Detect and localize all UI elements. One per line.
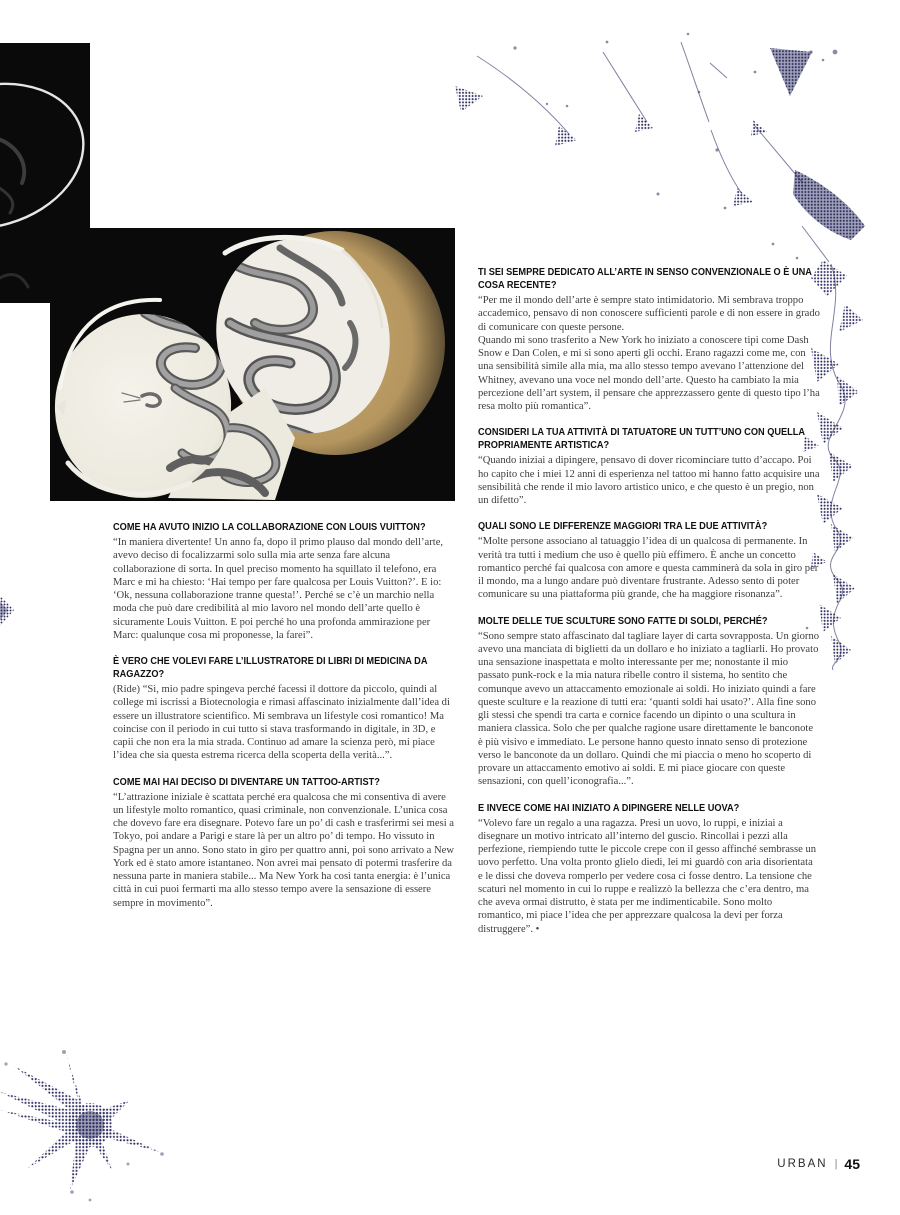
page-footer	[777, 1156, 860, 1172]
question-heading: CONSIDERI LA TUA ATTIVITÀ DI TATUATORE UN TUTT’UNO CON QUELLA PROPRIAMENTE ARTISTICA?	[478, 426, 805, 452]
answer-text: “In maniera divertente! Un anno fa, dopo il primo plauso dal mondo dell’arte, avevo deciso di focalizzarmi solo sulla mia arte senza fare alcuna collaborazione di sorta. In quel preciso momento ha squillato il telefono, era Marc e mi ha chiesto: ‘Hai tempo per fare qualcosa per Louis Vuitton?’. E io: ‘Ok, nessuna collaborazione tranne questa!’. Perché se c’è un marchio nella moda che può dare credibilità al mio lavoro nel mondo dell’arte quello è sicuramente Louis Vuitton. E poi perché ho una profonda ammirazione per Marc: qualunque cosa mi proponesse, la farei”.	[113, 537, 444, 641]
broken-eggshell-photo	[50, 228, 455, 501]
question-heading: TI SEI SEMPRE DEDICATO ALL’ARTE IN SENSO CONVENZIONALE O È UNA COSA RECENTE?	[478, 266, 812, 291]
qa-block	[478, 520, 820, 601]
qa-block	[478, 615, 820, 789]
question-heading: MOLTE DELLE TUE SCULTURE SONO FATTE DI SOLDI, PERCHÉ?	[478, 614, 768, 627]
answer-text: “Volevo fare un regalo a una ragazza. Presi un uovo, lo ruppi, e iniziai a disegnare un motivo intricato all’interno del guscio. Rincollai i pezzi alla perfezione, riempiendo tutte le piccole crepe con il gesso affinché sembrasse un uovo perfetto. Una volta pronto glielo diedi, lei mi guardò con aria disorientata e le dissi che doveva romperlo per vedere cosa ci fosse dentro. La tensione che scaturì nel momento in cui lo ruppe e realizzò la bellezza che c’era dentro, ma che aveva ormai distrutto, è stata per me indimenticabile. Sono molto romantico, mi piace l’idea che per apprezzare qualcosa la devi per forza distruggere”. •	[478, 817, 817, 935]
answer-text: “Molte persone associano al tatuaggio l’idea di un qualcosa di permanente. In verità tra tutti i medium che uso è quello più effimero. È anche un concetto romantico perché fai qualcosa con amore e questa camminerà da sola in giro per il mondo, ma a lungo andare può diventare frustrante. Adesso sento di poter comunicare su una piattaforma più grande, che ha maggiore risonanza”.	[478, 536, 819, 601]
page-number: 45	[844, 1156, 860, 1172]
answer-text: Quando mi sono trasferito a New York ho iniziato a conoscere tipi come Dash Snow e Dan Colen, e mi si sono aperti gli occhi. Erano ragazzi come me, con una sensibilità simile alla mia, ma allo stesso tempo avevano l’attenzione del Whitney, avevano una voce nel mondo dell’arte. Questo ha cambiato la mia percezione dell’art system, il pensare che apprezzassero gente di questo tipo l’ha resa molto più romantica”.	[478, 334, 820, 412]
question-heading: E INVECE COME HAI INIZIATO A DIPINGERE NELLE UOVA?	[478, 801, 740, 814]
answer-text: “Quando iniziai a dipingere, pensavo di dover ricominciare tutto d’accapo. Poi ho capito che i miei 12 anni di esperienza nel tattoo mi hanno fatto acquisire una sensibilità che rende il mio lavoro artistico unico, e che questo è un pregio, non un difetto”.	[478, 455, 820, 506]
halftone-dot-splatter	[0, 1040, 190, 1205]
magazine-name: URBAN	[777, 1158, 828, 1170]
answer-text: (Ride) “Sì, mio padre spingeva perché facessi il dottore da piccolo, quindi al college mi iscrissi a Biotecnologia e rimasi affascinato inizialmente dall’idea di essere un illustratore scientifico. Mi sembrava un lifestyle così romantico! Ma coincise con il periodo in cui tutto si stava trasformando in digitale, in 3D, e capii che non era la mia strada. Continuo ad amare la scienza però, mi piace l’idea che sia questa estrema ricerca della scoperta della verità...”.	[113, 684, 450, 762]
qa-block	[113, 776, 455, 910]
qa-block	[478, 266, 820, 413]
question-heading: È VERO CHE VOLEVI FARE L’ILLUSTRATORE DI LIBRI DI MEDICINA DA RAGAZZO?	[113, 655, 428, 680]
interview-right-column	[478, 266, 820, 949]
answer-text: “Sono sempre stato affascinato dal tagliare layer di carta sovrapposta. Un giorno avevo una manciata di biglietti da un dollaro e ho iniziato a tagliarli. Ho provato una sensazione inaspettata e molto interessante per me; nonostante il mio passato punk-rock e la mia natura ribelle contro il sistema, ho sentito che comunque avevo un attaccamento emozionale ai soldi. Ho iniziato quindi a fare queste sculture e la reazione di tutti era: ‘quanti soldi hai usato?’. Alla fine sono gli stessi che spendi tra carta e cornice facendo un dipinto o una scultura in maniera classica. Solo che per qualche ragione usare direttamente le banconote è più visivo e immediato. Le persone hanno questo innato senso di protezione verso le banconote da un dollaro. Quindi che mi piaccia o meno ho scoperto di provare un attaccamento emotivo ai soldi. E mi piace giocare con queste sensazioni, con quell’iconografia...”.	[478, 630, 820, 788]
footer-divider: |	[834, 1158, 838, 1170]
qa-block	[478, 802, 820, 936]
question-heading: COME HA AVUTO INIZIO LA COLLABORAZIONE CON LOUIS VUITTON?	[113, 521, 426, 533]
answer-text: “Per me il mondo dell’arte è sempre stato intimidatorio. Mi sembrava troppo accademico, pensavo di non conoscere sufficienti parole e di non essere in grado di comunicare con queste persone.	[478, 295, 820, 333]
answer-text: “L’attrazione iniziale è scattata perché era qualcosa che mi consentiva di avere un lifestyle molto romantico, quasi criminale, non convenzionale. L’unica cosa che dovevo fare era disegnare. Potevo fare un po’ di cash e trasferirmi sei mesi a Tokyo, poi andare a Parigi e stare là per un altro po’ di tempo. Ho vissuto in Spagna per un anno. Sono stato in giro per quattro anni, poi sono arrivato a New York ed è stato amore istantaneo. Non avrei mai pensato di potermi trasferire da nessuna parte in maniera stabile... Ma New York ha così tanta energia: è l’unica città in cui puoi fermarti ma allo stesso tempo avere la sensazione di essere sempre in movimento”.	[113, 791, 455, 909]
ink-blob-left	[0, 588, 28, 633]
qa-block	[478, 426, 820, 507]
question-heading: QUALI SONO LE DIFFERENZE MAGGIORI TRA LE DUE ATTIVITÀ?	[478, 520, 768, 533]
qa-block	[113, 521, 455, 642]
interview-left-column	[113, 521, 455, 923]
question-heading: COME MAI HAI DECISO DI DIVENTARE UN TATTOO-ARTIST?	[113, 775, 380, 788]
qa-block	[113, 655, 455, 763]
